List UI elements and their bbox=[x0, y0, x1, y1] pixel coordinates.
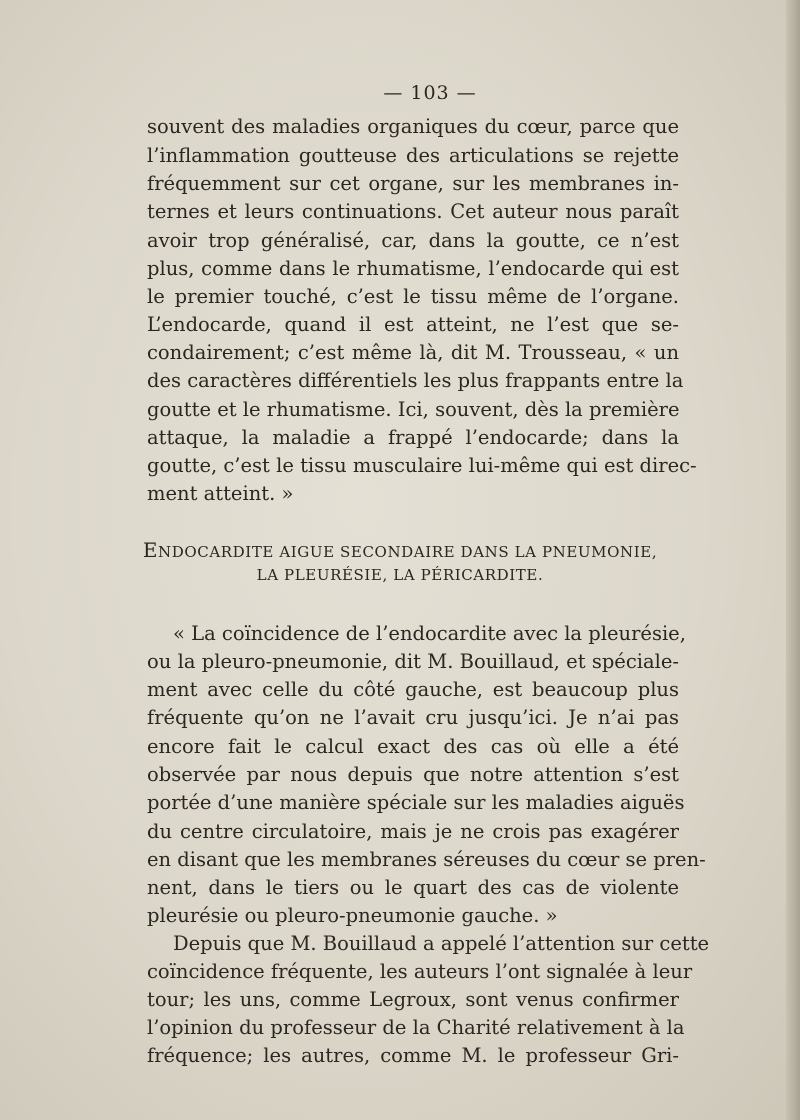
text-line: attaque, la maladie a frappé l’endocarde; dans la bbox=[147, 426, 679, 449]
section-heading bbox=[0, 538, 800, 562]
text-line: pleurésie ou pleuro-pneumonie gauche. » bbox=[147, 904, 558, 927]
text-line: ment atteint. » bbox=[147, 482, 294, 505]
text-line: fréquence; les autres, comme M. le professeur Gri- bbox=[147, 1044, 679, 1067]
text-line: des caractères différentiels les plus frappants entre la bbox=[147, 369, 684, 392]
text-line: fréquemment sur cet organe, sur les membranes in- bbox=[147, 172, 679, 195]
text-line: Depuis que M. Bouillaud a appelé l’attention sur cette bbox=[173, 932, 710, 955]
text-line: portée d’une manière spéciale sur les maladies aiguës bbox=[147, 791, 685, 814]
text-line: encore fait le calcul exact des cas où elle a été bbox=[147, 735, 679, 758]
text-line: goutte, c’est le tissu musculaire lui-même qui est direc- bbox=[147, 454, 697, 477]
text-line: ou la pleuro-pneumonie, dit M. Bouillaud, et spéciale- bbox=[147, 650, 679, 673]
text-line: L’endocarde, quand il est atteint, ne l’est que se- bbox=[147, 313, 679, 336]
text-line: ment avec celle du côté gauche, est beaucoup plus bbox=[147, 678, 679, 701]
text-line: nent, dans le tiers ou le quart des cas de violente bbox=[147, 876, 679, 899]
text-line: l’opinion du professeur de la Charité relativement à la bbox=[147, 1016, 685, 1039]
text-line: goutte et le rhumatisme. Ici, souvent, dès la première bbox=[147, 398, 680, 421]
text-line: du centre circulatoire, mais je ne crois pas exagérer bbox=[147, 820, 679, 843]
text-line: l’inflammation goutteuse des articulations se rejette bbox=[147, 144, 679, 167]
heading-initial: E bbox=[142, 538, 159, 562]
text-line: en disant que les membranes séreuses du cœur se pren- bbox=[147, 848, 706, 871]
text-line: tour; les uns, comme Legroux, sont venus confirmer bbox=[147, 988, 679, 1011]
heading-line1: NDOCARDITE AIGUE SECONDAIRE DANS LA PNEUMONIE, bbox=[158, 543, 658, 561]
text-line: coïncidence fréquente, les auteurs l’ont signalée à leur bbox=[147, 960, 693, 983]
page-number: — 103 — bbox=[383, 82, 477, 104]
text-line: avoir trop généralisé, car, dans la goutte, ce n’est bbox=[147, 229, 679, 252]
text-line: fréquente qu’on ne l’avait cru jusqu’ici. Je n’ai pas bbox=[147, 706, 679, 729]
text-line: ternes et leurs continuations. Cet auteur nous paraît bbox=[147, 200, 679, 223]
text-line: plus, comme dans le rhumatisme, l’endocarde qui est bbox=[147, 257, 679, 280]
text-line: observée par nous depuis que notre attention s’est bbox=[147, 763, 679, 786]
text-line: condairement; c’est même là, dit M. Trousseau, « un bbox=[147, 341, 679, 364]
text-line: le premier touché, c’est le tissu même de l’organe. bbox=[147, 285, 679, 308]
text-line: « La coïncidence de l’endocardite avec la pleurésie, bbox=[173, 622, 686, 645]
text-line: souvent des maladies organiques du cœur, parce que bbox=[147, 115, 679, 138]
section-heading-line2: LA PLEURÉSIE, LA PÉRICARDITE. bbox=[256, 566, 544, 584]
